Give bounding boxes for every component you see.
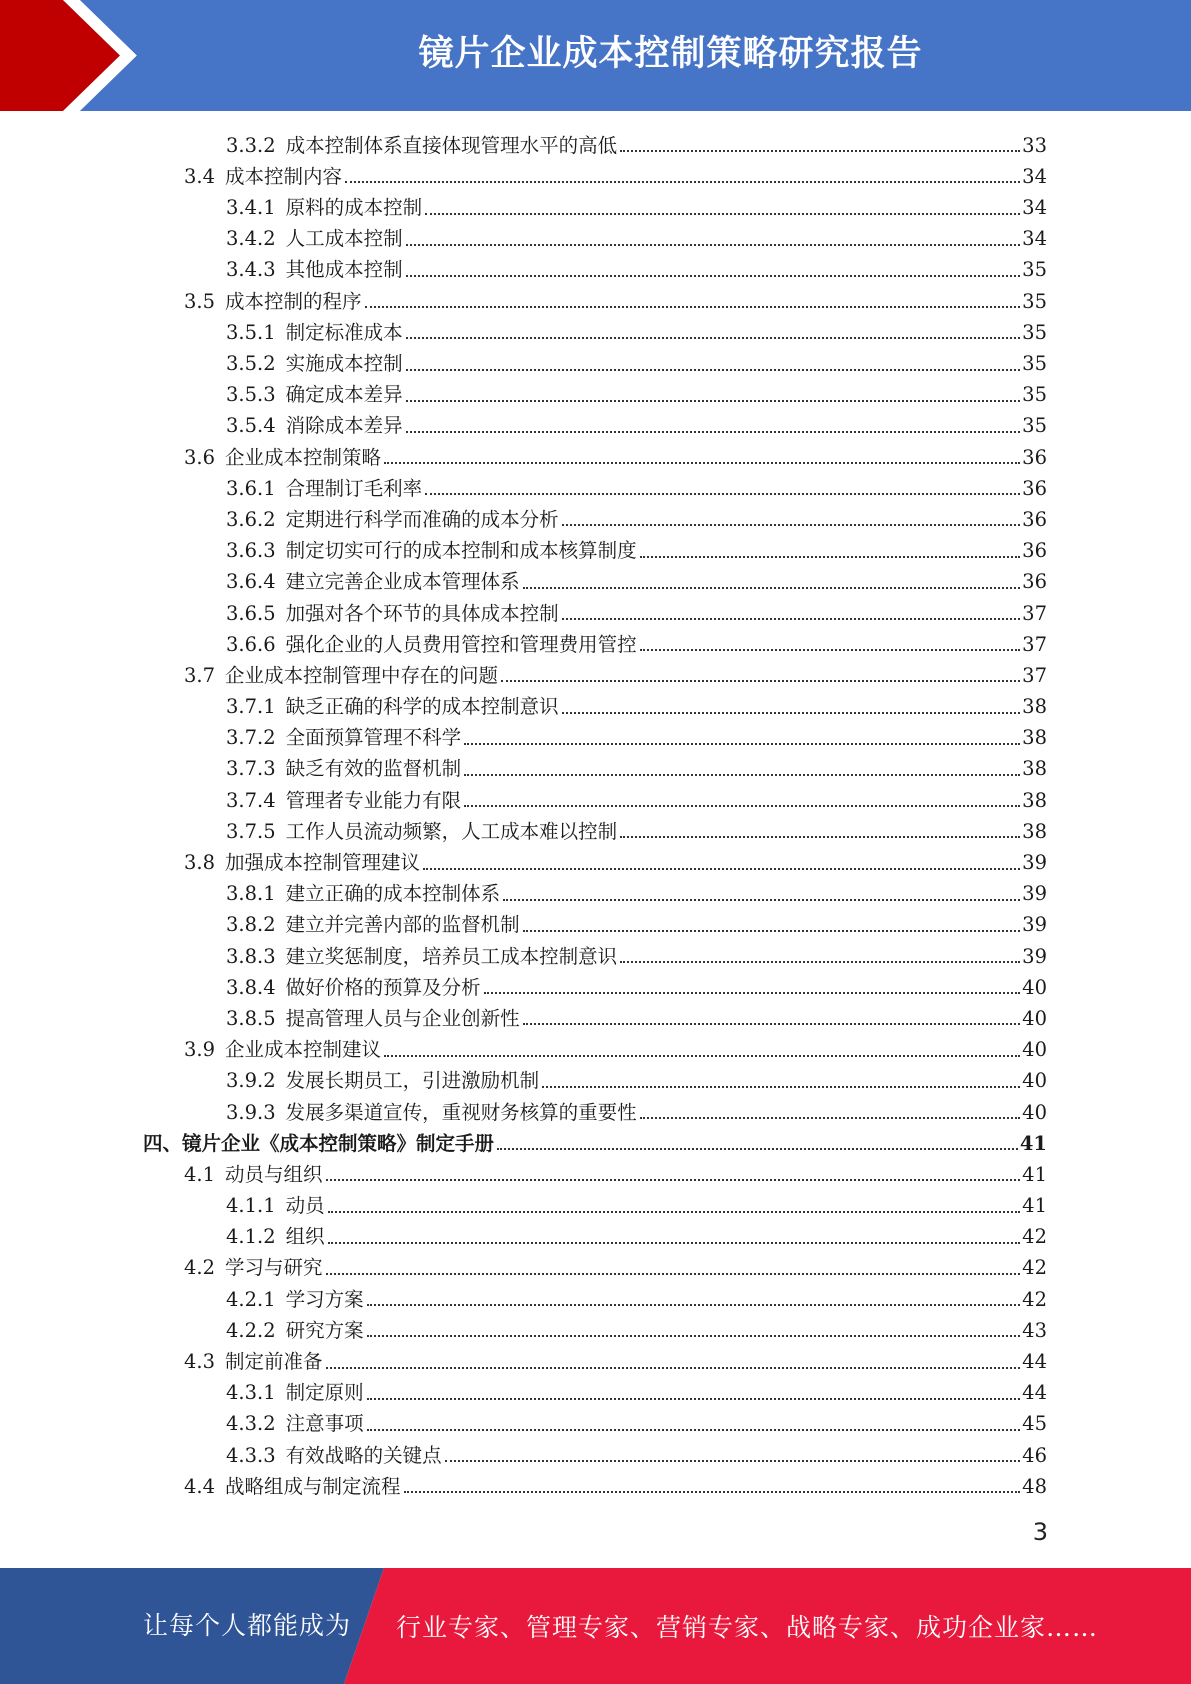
toc-entry-number: 3.7.3 <box>226 757 276 781</box>
toc-entry-title: 动员与组织 <box>225 1162 323 1186</box>
toc-entry-title: 成本控制内容 <box>225 164 343 188</box>
toc-entry-page: 35 <box>1022 352 1047 375</box>
toc-entry-number: 4.1.2 <box>226 1225 276 1249</box>
toc-entry-number: 4.3.2 <box>226 1412 276 1436</box>
toc-entry-number: 4.2 <box>184 1256 216 1280</box>
toc-entry[interactable] <box>0 315 1191 346</box>
toc-dot-leader <box>425 493 1020 495</box>
toc-dot-leader <box>620 961 1020 963</box>
toc-entry-page: 35 <box>1022 320 1047 344</box>
toc-dot-leader <box>384 1055 1020 1057</box>
toc-entry-page: 40 <box>1022 1100 1047 1124</box>
toc-entry-number: 3.6.1 <box>226 476 276 500</box>
toc-entry[interactable] <box>0 970 1191 1001</box>
toc-entry[interactable] <box>0 409 1191 440</box>
toc-dot-leader <box>328 1242 1021 1244</box>
toc-entry-title: 建立正确的成本控制体系 <box>285 882 501 906</box>
toc-entry[interactable] <box>0 1032 1191 1063</box>
toc-entry-number: 3.6.5 <box>226 601 276 625</box>
toc-entry-title: 确定成本差异 <box>285 383 403 407</box>
toc-dot-leader <box>503 899 1020 901</box>
toc-entry-title: 其他成本控制 <box>285 258 403 282</box>
toc-entry[interactable] <box>0 627 1191 658</box>
toc-dot-leader <box>523 587 1021 589</box>
toc-entry-title: 动员 <box>285 1194 325 1218</box>
toc-entry-number: 4.2.1 <box>226 1287 276 1311</box>
toc-entry-title: 成本控制体系直接体现管理水平的高低 <box>285 133 618 157</box>
toc-entry-page: 48 <box>1022 1474 1047 1498</box>
toc-entry[interactable] <box>0 159 1191 190</box>
toc-entry-page: 36 <box>1022 445 1047 469</box>
toc-dot-leader <box>562 712 1021 714</box>
toc-entry-page: 42 <box>1022 1287 1047 1311</box>
page-footer <box>0 1568 1191 1684</box>
toc-entry-page: 40 <box>1022 1069 1047 1093</box>
toc-entry-number: 4.3 <box>184 1350 216 1373</box>
toc-dot-leader <box>562 524 1021 526</box>
toc-entry[interactable] <box>0 908 1191 939</box>
toc-entry-number: 3.7.2 <box>226 726 276 750</box>
toc-entry-page: 41 <box>1022 1194 1047 1218</box>
toc-entry-page: 46 <box>1022 1443 1047 1467</box>
toc-entry-title: 发展长期员工，引进激励机制 <box>285 1069 540 1093</box>
toc-dot-leader <box>367 1429 1021 1431</box>
toc-entry-number: 3.5 <box>184 289 216 313</box>
toc-entry[interactable] <box>0 814 1191 845</box>
footer-slogan-right: 行业专家、管理专家、营销专家、战略专家、成功企业家…… <box>396 1613 1099 1642</box>
toc-dot-leader <box>542 1086 1020 1088</box>
toc-entry-title: 定期进行科学而准确的成本分析 <box>285 507 559 531</box>
toc-entry-page: 38 <box>1022 757 1047 781</box>
toc-entry[interactable] <box>0 1407 1191 1438</box>
toc-dot-leader <box>562 618 1021 620</box>
toc-entry-title: 学习方案 <box>285 1287 364 1311</box>
toc-entry-number: 3.4 <box>184 164 216 188</box>
toc-dot-leader <box>406 337 1021 339</box>
toc-dot-leader <box>464 774 1020 776</box>
header-chevron-icon <box>0 0 150 111</box>
toc-entry[interactable] <box>0 565 1191 596</box>
toc-entry-title: 合理制订毛利率 <box>285 476 423 500</box>
toc-dot-leader <box>640 649 1021 651</box>
toc-entry-title: 研究方案 <box>285 1318 364 1342</box>
toc-entry-number: 4.2.2 <box>226 1318 276 1342</box>
toc-entry[interactable] <box>0 378 1191 409</box>
toc-dot-leader <box>367 1335 1021 1337</box>
toc-entry-page: 38 <box>1022 695 1047 719</box>
toc-entry[interactable] <box>0 783 1191 814</box>
toc-entry[interactable] <box>0 939 1191 970</box>
toc-entry-number: 3.9.2 <box>226 1069 276 1093</box>
toc-entry[interactable] <box>0 1064 1191 1095</box>
toc-entry-title: 建立完善企业成本管理体系 <box>285 570 520 594</box>
toc-entry-number: 3.5.1 <box>226 320 276 344</box>
toc-entry[interactable] <box>0 1469 1191 1500</box>
toc-entry[interactable] <box>0 1438 1191 1469</box>
toc-dot-leader <box>404 1491 1021 1493</box>
toc-entry-number: 3.6.2 <box>226 507 276 531</box>
toc-entry-number: 3.6.6 <box>226 632 276 656</box>
toc-entry-page: 36 <box>1022 476 1047 500</box>
toc-entry-number: 4.4 <box>184 1474 216 1498</box>
toc-entry[interactable] <box>0 877 1191 908</box>
toc-entry-title: 组织 <box>285 1225 325 1249</box>
toc-entry-page: 37 <box>1022 601 1047 625</box>
toc-dot-leader <box>345 181 1020 183</box>
toc-entry-title: 缺乏有效的监督机制 <box>285 757 462 781</box>
toc-entry-number: 3.4.3 <box>226 258 276 282</box>
toc-entry-number: 3.4.1 <box>226 196 276 220</box>
toc-entry-number: 3.8 <box>184 851 216 874</box>
toc-dot-leader <box>326 1367 1021 1369</box>
toc-entry[interactable] <box>0 689 1191 720</box>
toc-entry-number: 3.7.1 <box>226 695 276 719</box>
toc-entry-title: 企业成本控制策略 <box>225 445 382 469</box>
toc-entry-page: 44 <box>1022 1381 1047 1405</box>
toc-entry[interactable] <box>0 1251 1191 1282</box>
toc-entry[interactable] <box>0 502 1191 533</box>
toc-entry[interactable] <box>0 1001 1191 1032</box>
toc-entry-page: 34 <box>1022 196 1047 220</box>
toc-entry-number: 3.8.4 <box>226 975 276 999</box>
toc-entry[interactable] <box>0 1220 1191 1251</box>
toc-dot-leader <box>384 462 1020 464</box>
toc-entry-number: 3.6.4 <box>226 570 276 594</box>
toc-entry-title: 建立奖惩制度，培养员工成本控制意识 <box>285 944 618 968</box>
toc-entry[interactable] <box>0 1157 1191 1188</box>
toc-entry-number: 4.3.3 <box>226 1443 276 1467</box>
toc-entry-title: 强化企业的人员费用管控和管理费用管控 <box>285 632 637 656</box>
toc-entry[interactable] <box>0 253 1191 284</box>
toc-entry-page: 42 <box>1022 1256 1047 1280</box>
toc-entry-title: 加强对各个环节的具体成本控制 <box>285 601 559 625</box>
toc-dot-leader <box>501 680 1020 682</box>
toc-entry[interactable] <box>0 1282 1191 1313</box>
toc-entry-page: 35 <box>1022 258 1047 282</box>
toc-dot-leader <box>367 1304 1021 1306</box>
toc-entry-page: 36 <box>1022 539 1047 563</box>
toc-dot-leader <box>484 992 1021 994</box>
toc-entry-page: 42 <box>1022 1225 1047 1249</box>
toc-entry[interactable] <box>0 1376 1191 1407</box>
toc-dot-leader <box>497 1148 1018 1150</box>
toc-entry-page: 33 <box>1022 133 1047 157</box>
toc-dot-leader <box>423 868 1020 870</box>
toc-entry[interactable] <box>0 284 1191 315</box>
toc-entry-title: 做好价格的预算及分析 <box>285 975 481 999</box>
toc-entry[interactable] <box>0 596 1191 627</box>
toc-entry-title: 学习与研究 <box>225 1256 323 1280</box>
toc-entry-page: 38 <box>1022 726 1047 750</box>
toc-entry-title: 四、镜片企业《成本控制策略》制定手册 <box>143 1131 495 1155</box>
toc-entry[interactable] <box>0 533 1191 564</box>
toc-entry[interactable] <box>0 1313 1191 1344</box>
toc-dot-leader <box>328 1211 1021 1213</box>
toc-entry-title: 全面预算管理不科学 <box>285 726 462 750</box>
toc-dot-leader <box>640 556 1021 558</box>
toc-entry[interactable] <box>0 1344 1191 1375</box>
toc-entry-title: 制定标准成本 <box>285 320 403 344</box>
toc-entry-number: 3.8.5 <box>226 1006 276 1030</box>
toc-entry[interactable] <box>0 346 1191 377</box>
toc-entry-number: 3.7.4 <box>226 788 276 812</box>
toc-entry-title: 管理者专业能力有限 <box>285 788 462 812</box>
toc-dot-leader <box>620 836 1020 838</box>
toc-entry-title: 制定前准备 <box>225 1350 323 1373</box>
toc-entry-number: 3.7 <box>184 663 216 687</box>
toc-entry-number: 3.4.2 <box>226 227 276 251</box>
toc-entry-page: 40 <box>1022 1006 1047 1030</box>
toc-dot-leader <box>406 275 1021 277</box>
toc-entry-title: 原料的成本控制 <box>285 196 423 220</box>
toc-entry-page: 38 <box>1022 819 1047 843</box>
toc-entry-number: 3.6 <box>184 445 216 469</box>
toc-entry-page: 44 <box>1022 1350 1047 1373</box>
toc-entry-title: 注意事项 <box>285 1412 364 1436</box>
toc-entry-page: 38 <box>1022 788 1047 812</box>
table-of-contents <box>0 128 1191 1500</box>
toc-entry[interactable] <box>0 1095 1191 1126</box>
toc-entry-page: 35 <box>1022 383 1047 407</box>
toc-dot-leader <box>365 306 1021 308</box>
toc-entry-title: 企业成本控制管理中存在的问题 <box>225 663 499 687</box>
toc-entry-number: 3.8.2 <box>226 913 276 937</box>
toc-entry-page: 35 <box>1022 414 1047 438</box>
toc-entry[interactable] <box>0 190 1191 221</box>
toc-entry-title: 成本控制的程序 <box>225 289 362 313</box>
toc-entry-page: 45 <box>1022 1412 1047 1436</box>
toc-dot-leader <box>406 369 1021 371</box>
toc-entry-page: 41 <box>1022 1162 1047 1186</box>
toc-dot-leader <box>464 743 1020 745</box>
toc-entry-title: 发展多渠道宣传，重视财务核算的重要性 <box>285 1100 637 1124</box>
toc-entry-number: 4.3.1 <box>226 1381 276 1405</box>
toc-entry[interactable] <box>0 222 1191 253</box>
toc-dot-leader <box>406 244 1021 246</box>
toc-entry-number: 3.5.2 <box>226 352 276 375</box>
toc-entry-number: 3.5.3 <box>226 383 276 407</box>
toc-entry-number: 3.8.3 <box>226 944 276 968</box>
toc-dot-leader <box>425 213 1020 215</box>
toc-dot-leader <box>640 1117 1021 1119</box>
toc-entry-page: 35 <box>1022 289 1047 313</box>
toc-dot-leader <box>523 1023 1021 1025</box>
toc-dot-leader <box>523 930 1021 932</box>
toc-entry-page: 40 <box>1022 975 1047 999</box>
toc-dot-leader <box>406 431 1021 433</box>
toc-dot-leader <box>445 1460 1021 1462</box>
toc-entry-title: 提高管理人员与企业创新性 <box>285 1006 520 1030</box>
toc-entry-page: 40 <box>1022 1038 1047 1062</box>
toc-dot-leader <box>464 805 1020 807</box>
toc-entry-title: 人工成本控制 <box>285 227 403 251</box>
toc-entry[interactable] <box>0 1126 1191 1157</box>
toc-entry-title: 加强成本控制管理建议 <box>225 851 421 874</box>
toc-dot-leader <box>367 1398 1021 1400</box>
toc-entry-title: 有效战略的关键点 <box>285 1443 442 1467</box>
toc-entry[interactable] <box>0 752 1191 783</box>
toc-entry-title: 企业成本控制建议 <box>225 1038 382 1062</box>
toc-dot-leader <box>406 400 1021 402</box>
toc-dot-leader <box>326 1273 1021 1275</box>
toc-entry[interactable] <box>0 1188 1191 1219</box>
toc-entry-page: 41 <box>1019 1131 1047 1155</box>
toc-entry-title: 战略组成与制定流程 <box>225 1474 401 1498</box>
toc-entry-title: 制定原则 <box>285 1381 364 1405</box>
page-number: 3 <box>1032 1518 1048 1546</box>
page-header <box>0 0 1191 111</box>
toc-entry-number: 3.7.5 <box>226 819 276 843</box>
toc-entry-page: 43 <box>1022 1318 1047 1342</box>
toc-entry-title: 消除成本差异 <box>285 414 403 438</box>
toc-entry-number: 3.9 <box>184 1038 216 1062</box>
toc-entry-page: 36 <box>1022 507 1047 531</box>
toc-entry-page: 37 <box>1022 632 1047 656</box>
toc-entry-number: 3.3.2 <box>226 133 276 157</box>
toc-entry-number: 3.6.3 <box>226 539 276 563</box>
toc-entry[interactable] <box>0 721 1191 752</box>
toc-entry-number: 3.5.4 <box>226 414 276 438</box>
toc-entry-number: 3.9.3 <box>226 1100 276 1124</box>
toc-entry-number: 4.1 <box>184 1162 216 1186</box>
toc-entry-page: 39 <box>1022 851 1047 874</box>
toc-entry-page: 39 <box>1022 944 1047 968</box>
toc-entry[interactable] <box>0 471 1191 502</box>
toc-entry-title: 制定切实可行的成本控制和成本核算制度 <box>285 539 637 563</box>
toc-entry-page: 34 <box>1022 164 1047 188</box>
document-title: 镜片企业成本控制策略研究报告 <box>418 34 923 74</box>
toc-entry-title: 建立并完善内部的监督机制 <box>285 913 520 937</box>
toc-entry-title: 实施成本控制 <box>285 352 403 375</box>
toc-entry-page: 36 <box>1022 570 1047 594</box>
toc-entry-number: 4.1.1 <box>226 1194 276 1218</box>
footer-slogan-left: 让每个人都能成为 <box>143 1611 352 1640</box>
toc-entry[interactable] <box>0 440 1191 471</box>
toc-entry[interactable] <box>0 658 1191 689</box>
toc-dot-leader <box>620 150 1020 152</box>
toc-entry[interactable] <box>0 845 1191 876</box>
toc-entry-page: 39 <box>1022 882 1047 906</box>
toc-entry-number: 3.8.1 <box>226 882 276 906</box>
toc-entry-page: 39 <box>1022 913 1047 937</box>
toc-entry-page: 37 <box>1022 663 1047 687</box>
toc-entry-title: 工作人员流动频繁，人工成本难以控制 <box>285 819 618 843</box>
toc-entry[interactable] <box>0 128 1191 159</box>
toc-entry-page: 34 <box>1022 227 1047 251</box>
toc-entry-title: 缺乏正确的科学的成本控制意识 <box>285 695 559 719</box>
toc-dot-leader <box>326 1179 1021 1181</box>
